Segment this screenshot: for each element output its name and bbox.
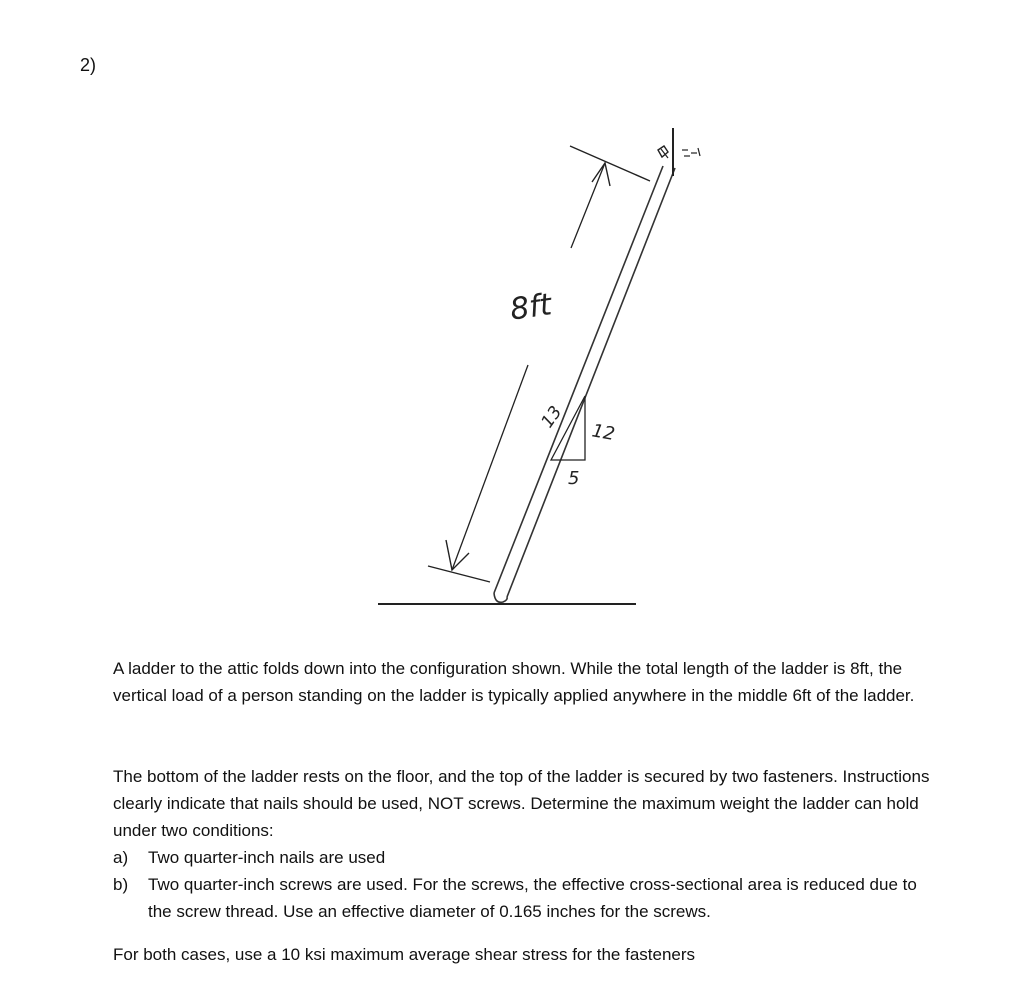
closing-paragraph [113,941,933,968]
problem-number: 2) [80,55,97,75]
dimension-line-lower [452,365,528,570]
problem-paragraph-1 [113,655,933,709]
slope-run-label: 5 [568,468,580,489]
conditions-list [113,844,933,925]
list-marker: b) [113,875,129,894]
list-item [113,871,933,925]
length-label: 8ft [507,287,554,328]
problem-paragraph-2 [113,763,933,925]
paragraph-text: The bottom of the ladder rests on the floor, and the top of the ladder is secured by two fasteners. Instructions clearly indicate that nails should be used, NOT screws. Determine the maximum weight the ladder can hold under two conditions: [113,767,930,840]
list-marker: a) [113,848,129,867]
slope-hypotenuse-label: 13 [537,402,567,432]
dimension-line-upper [571,163,605,248]
list-item [113,844,933,871]
extension-line-top [570,146,650,181]
ladder-bottom-end [494,593,507,602]
paragraph-text: For both cases, use a 10 ksi maximum average shear stress for the fasteners [113,945,696,964]
ladder-rail-right [507,168,675,597]
extension-line-bottom [428,566,490,582]
slope-rise-label: 12 [590,420,617,446]
list-item-text: Two quarter-inch screws are used. For the screws, the effective cross-sectional area is reduced due to the screw thread. Use an effective diameter of 0.165 inches for the screws. [148,875,917,921]
list-item-text: Two quarter-inch nails are used [148,848,386,867]
paragraph-text: A ladder to the attic folds down into the configuration shown. While the total length of the ladder is 8ft, the vertical load of a person standing on the ladder is typically applied anywhere in the middle 6ft of the ladder. [113,659,915,705]
top-fastener [658,128,700,176]
